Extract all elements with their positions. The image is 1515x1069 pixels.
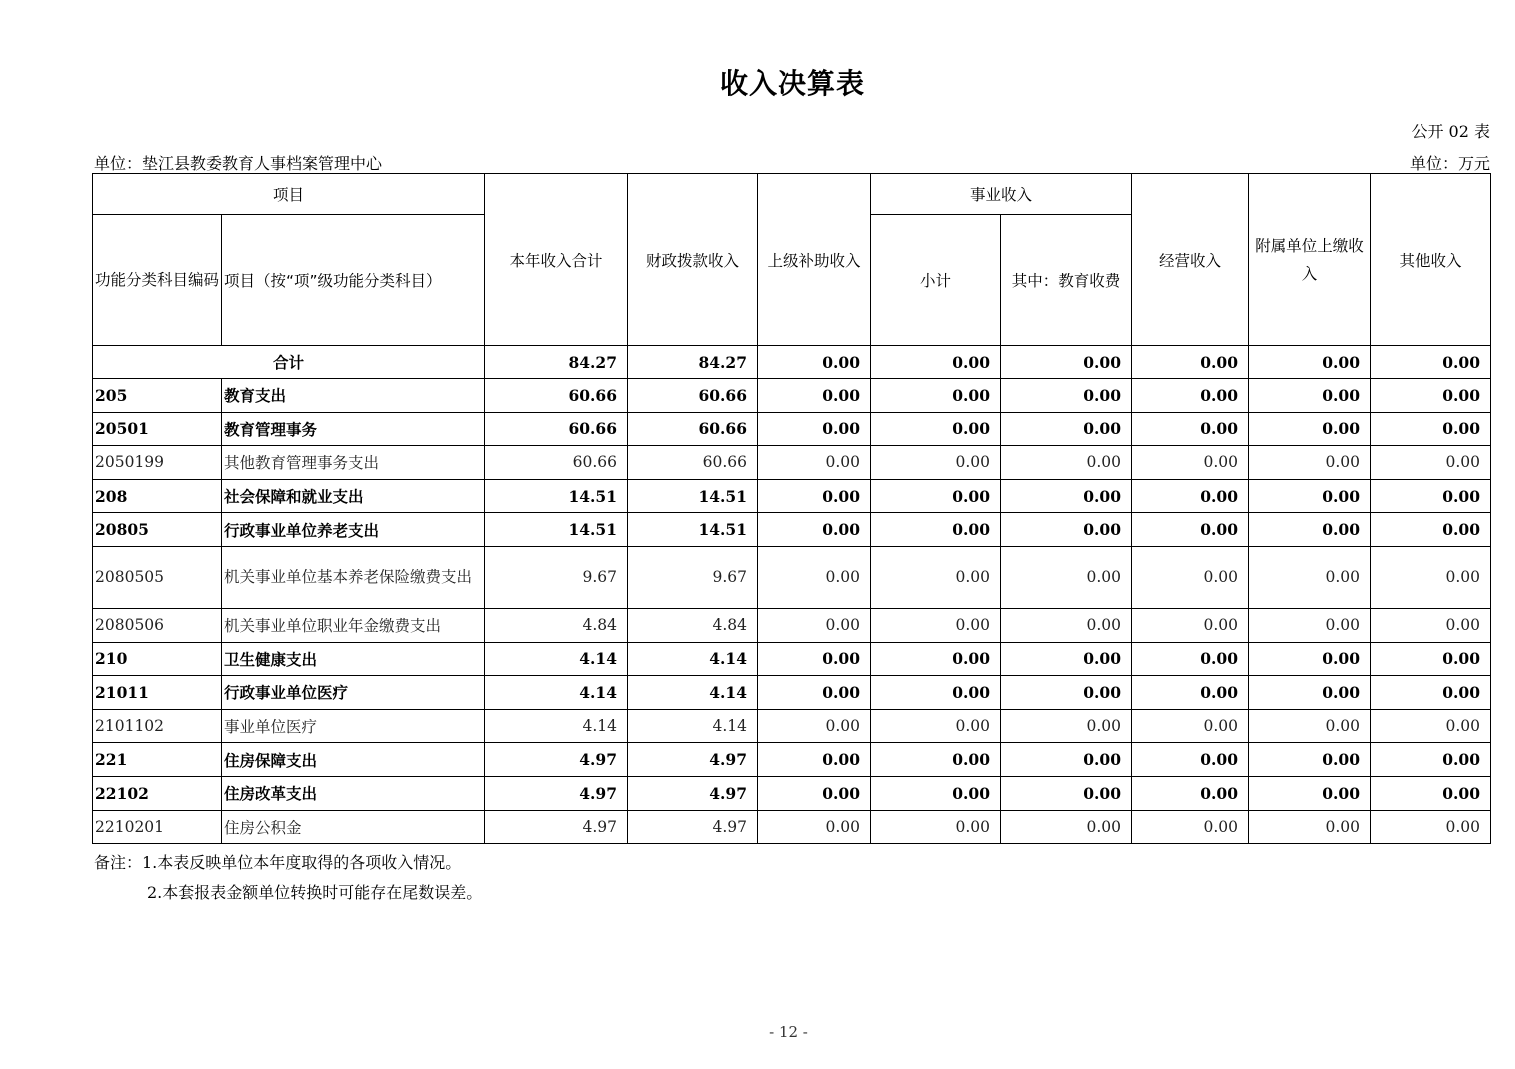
row-name: 其他教育管理事务支出	[222, 446, 485, 480]
row-value: 0.00	[758, 513, 871, 547]
row-value: 0.00	[1371, 642, 1491, 676]
header-row-1	[93, 174, 1491, 215]
table-row	[93, 676, 1491, 710]
total-value: 84.27	[628, 346, 758, 379]
row-name: 教育支出	[222, 379, 485, 413]
header-item-name: 项目（按“项”级功能分类科目）	[222, 215, 485, 346]
total-value: 84.27	[485, 346, 628, 379]
row-code: 21011	[93, 676, 222, 710]
row-value: 0.00	[1371, 446, 1491, 480]
row-value: 0.00	[758, 743, 871, 777]
row-value: 0.00	[1001, 412, 1132, 446]
row-value: 0.00	[1001, 642, 1132, 676]
row-value: 0.00	[1371, 513, 1491, 547]
row-value: 0.00	[758, 479, 871, 513]
row-code: 2080505	[93, 546, 222, 608]
row-value: 0.00	[1249, 546, 1371, 608]
row-value: 0.00	[1001, 810, 1132, 844]
total-value: 0.00	[1371, 346, 1491, 379]
row-value: 60.66	[628, 412, 758, 446]
row-value: 0.00	[871, 479, 1001, 513]
page-title: 收入决算表	[719, 67, 865, 100]
notes	[94, 848, 482, 908]
header-affiliated: 附属单位上缴收入	[1249, 174, 1371, 346]
row-code: 2080506	[93, 608, 222, 642]
row-value: 14.51	[485, 513, 628, 547]
header-other: 其他收入	[1371, 174, 1491, 346]
page-number: - 12 -	[769, 1023, 808, 1041]
row-value: 0.00	[1249, 446, 1371, 480]
row-value: 4.97	[485, 810, 628, 844]
income-table	[92, 173, 1491, 844]
row-value: 0.00	[758, 546, 871, 608]
row-value: 0.00	[1132, 709, 1249, 743]
row-value: 0.00	[871, 608, 1001, 642]
row-value: 4.97	[628, 810, 758, 844]
row-value: 0.00	[1132, 642, 1249, 676]
row-value: 0.00	[871, 412, 1001, 446]
row-value: 0.00	[871, 743, 1001, 777]
row-value: 0.00	[1249, 709, 1371, 743]
row-value: 4.97	[628, 776, 758, 810]
row-value: 4.14	[628, 676, 758, 710]
row-value: 0.00	[1371, 676, 1491, 710]
row-code: 22102	[93, 776, 222, 810]
row-value: 0.00	[871, 810, 1001, 844]
row-value: 0.00	[871, 642, 1001, 676]
table-row	[93, 743, 1491, 777]
row-value: 0.00	[1132, 379, 1249, 413]
row-value: 14.51	[628, 513, 758, 547]
row-value: 0.00	[1132, 743, 1249, 777]
row-value: 0.00	[758, 776, 871, 810]
row-value: 4.97	[485, 743, 628, 777]
row-code: 20501	[93, 412, 222, 446]
row-value: 0.00	[1371, 776, 1491, 810]
row-value: 0.00	[1249, 513, 1371, 547]
row-value: 0.00	[758, 379, 871, 413]
row-name: 行政事业单位养老支出	[222, 513, 485, 547]
row-value: 9.67	[485, 546, 628, 608]
row-value: 4.97	[628, 743, 758, 777]
row-value: 0.00	[758, 810, 871, 844]
row-code: 2050199	[93, 446, 222, 480]
row-value: 0.00	[1371, 743, 1491, 777]
row-value: 0.00	[1001, 379, 1132, 413]
row-value: 0.00	[1132, 776, 1249, 810]
row-value: 0.00	[1249, 810, 1371, 844]
row-value: 0.00	[1371, 709, 1491, 743]
row-name: 住房改革支出	[222, 776, 485, 810]
row-value: 0.00	[758, 446, 871, 480]
row-code: 20805	[93, 513, 222, 547]
row-value: 4.14	[628, 709, 758, 743]
table-row	[93, 479, 1491, 513]
row-name: 卫生健康支出	[222, 642, 485, 676]
row-value: 0.00	[871, 676, 1001, 710]
row-name: 行政事业单位医疗	[222, 676, 485, 710]
row-value: 0.00	[1249, 776, 1371, 810]
total-value: 0.00	[758, 346, 871, 379]
row-name: 住房公积金	[222, 810, 485, 844]
table-row	[93, 412, 1491, 446]
row-value: 0.00	[1371, 412, 1491, 446]
header-superior: 上级补助收入	[758, 174, 871, 346]
row-value: 14.51	[485, 479, 628, 513]
row-code: 2101102	[93, 709, 222, 743]
row-value: 4.84	[628, 608, 758, 642]
row-value: 0.00	[871, 513, 1001, 547]
row-value: 0.00	[1132, 513, 1249, 547]
row-value: 0.00	[1001, 608, 1132, 642]
table-row	[93, 810, 1491, 844]
row-name: 事业单位医疗	[222, 709, 485, 743]
table-row	[93, 642, 1491, 676]
total-label: 合计	[93, 346, 485, 379]
row-value: 0.00	[758, 412, 871, 446]
row-value: 0.00	[1371, 546, 1491, 608]
row-value: 0.00	[1132, 446, 1249, 480]
table-row	[93, 513, 1491, 547]
table-row	[93, 546, 1491, 608]
row-value: 0.00	[1371, 479, 1491, 513]
row-value: 0.00	[871, 379, 1001, 413]
row-value: 0.00	[871, 546, 1001, 608]
row-code: 221	[93, 743, 222, 777]
row-value: 0.00	[1001, 513, 1132, 547]
row-value: 4.14	[628, 642, 758, 676]
row-value: 4.14	[485, 676, 628, 710]
row-name: 机关事业单位职业年金缴费支出	[222, 608, 485, 642]
row-value: 0.00	[871, 776, 1001, 810]
row-value: 0.00	[1001, 709, 1132, 743]
table-row	[93, 608, 1491, 642]
row-value: 4.84	[485, 608, 628, 642]
row-value: 0.00	[871, 709, 1001, 743]
row-value: 0.00	[1001, 479, 1132, 513]
row-value: 0.00	[758, 709, 871, 743]
row-value: 0.00	[1001, 446, 1132, 480]
total-value: 0.00	[1001, 346, 1132, 379]
row-value: 0.00	[1132, 412, 1249, 446]
reporting-unit: 单位：垫江县教委教育人事档案管理中心	[94, 154, 383, 173]
row-value: 0.00	[1001, 546, 1132, 608]
total-value: 0.00	[871, 346, 1001, 379]
row-value: 60.66	[485, 379, 628, 413]
note-line-2: 2.本套报表金额单位转换时可能存在尾数误差。	[147, 883, 483, 902]
row-value: 60.66	[485, 412, 628, 446]
header-operating: 经营收入	[1132, 174, 1249, 346]
row-value: 60.66	[485, 446, 628, 480]
row-value: 0.00	[1249, 642, 1371, 676]
row-value: 0.00	[1249, 379, 1371, 413]
header-total: 本年收入合计	[485, 174, 628, 346]
row-value: 60.66	[628, 446, 758, 480]
row-value: 60.66	[628, 379, 758, 413]
table-row	[93, 446, 1491, 480]
row-code: 205	[93, 379, 222, 413]
table-row	[93, 709, 1491, 743]
row-name: 住房保障支出	[222, 743, 485, 777]
row-value: 4.14	[485, 642, 628, 676]
row-value: 0.00	[1249, 743, 1371, 777]
total-value: 0.00	[1249, 346, 1371, 379]
row-name: 社会保障和就业支出	[222, 479, 485, 513]
total-row	[93, 346, 1491, 379]
header-edu-fee: 其中：教育收费	[1001, 215, 1132, 346]
header-fiscal: 财政拨款收入	[628, 174, 758, 346]
row-value: 0.00	[1132, 546, 1249, 608]
table-row	[93, 379, 1491, 413]
row-value: 4.14	[485, 709, 628, 743]
note-line-1: 备注：1.本表反映单位本年度取得的各项收入情况。	[94, 853, 462, 872]
row-code: 210	[93, 642, 222, 676]
row-value: 0.00	[758, 642, 871, 676]
currency-unit: 单位：万元	[1409, 154, 1490, 173]
row-value: 0.00	[1001, 743, 1132, 777]
total-value: 0.00	[1132, 346, 1249, 379]
row-value: 14.51	[628, 479, 758, 513]
row-value: 0.00	[1132, 608, 1249, 642]
row-code: 208	[93, 479, 222, 513]
row-value: 0.00	[1001, 676, 1132, 710]
table-row	[93, 776, 1491, 810]
header-project: 项目	[93, 174, 485, 215]
row-value: 0.00	[1371, 810, 1491, 844]
header-func-code: 功能分类科目编码	[93, 215, 222, 346]
header-subtotal: 小计	[871, 215, 1001, 346]
row-value: 0.00	[758, 608, 871, 642]
row-value: 0.00	[1249, 676, 1371, 710]
row-value: 0.00	[1132, 676, 1249, 710]
row-value: 0.00	[871, 446, 1001, 480]
row-value: 0.00	[1249, 479, 1371, 513]
row-name: 机关事业单位基本养老保险缴费支出	[222, 546, 485, 608]
row-name: 教育管理事务	[222, 412, 485, 446]
row-value: 0.00	[1249, 412, 1371, 446]
row-value: 9.67	[628, 546, 758, 608]
row-value: 0.00	[1371, 608, 1491, 642]
header-business-group: 事业收入	[871, 174, 1132, 215]
row-value: 0.00	[1132, 479, 1249, 513]
row-code: 2210201	[93, 810, 222, 844]
row-value: 0.00	[1001, 776, 1132, 810]
row-value: 0.00	[1371, 379, 1491, 413]
form-number: 公开 02 表	[1411, 122, 1490, 141]
row-value: 0.00	[1132, 810, 1249, 844]
row-value: 0.00	[1249, 608, 1371, 642]
row-value: 4.97	[485, 776, 628, 810]
row-value: 0.00	[758, 676, 871, 710]
